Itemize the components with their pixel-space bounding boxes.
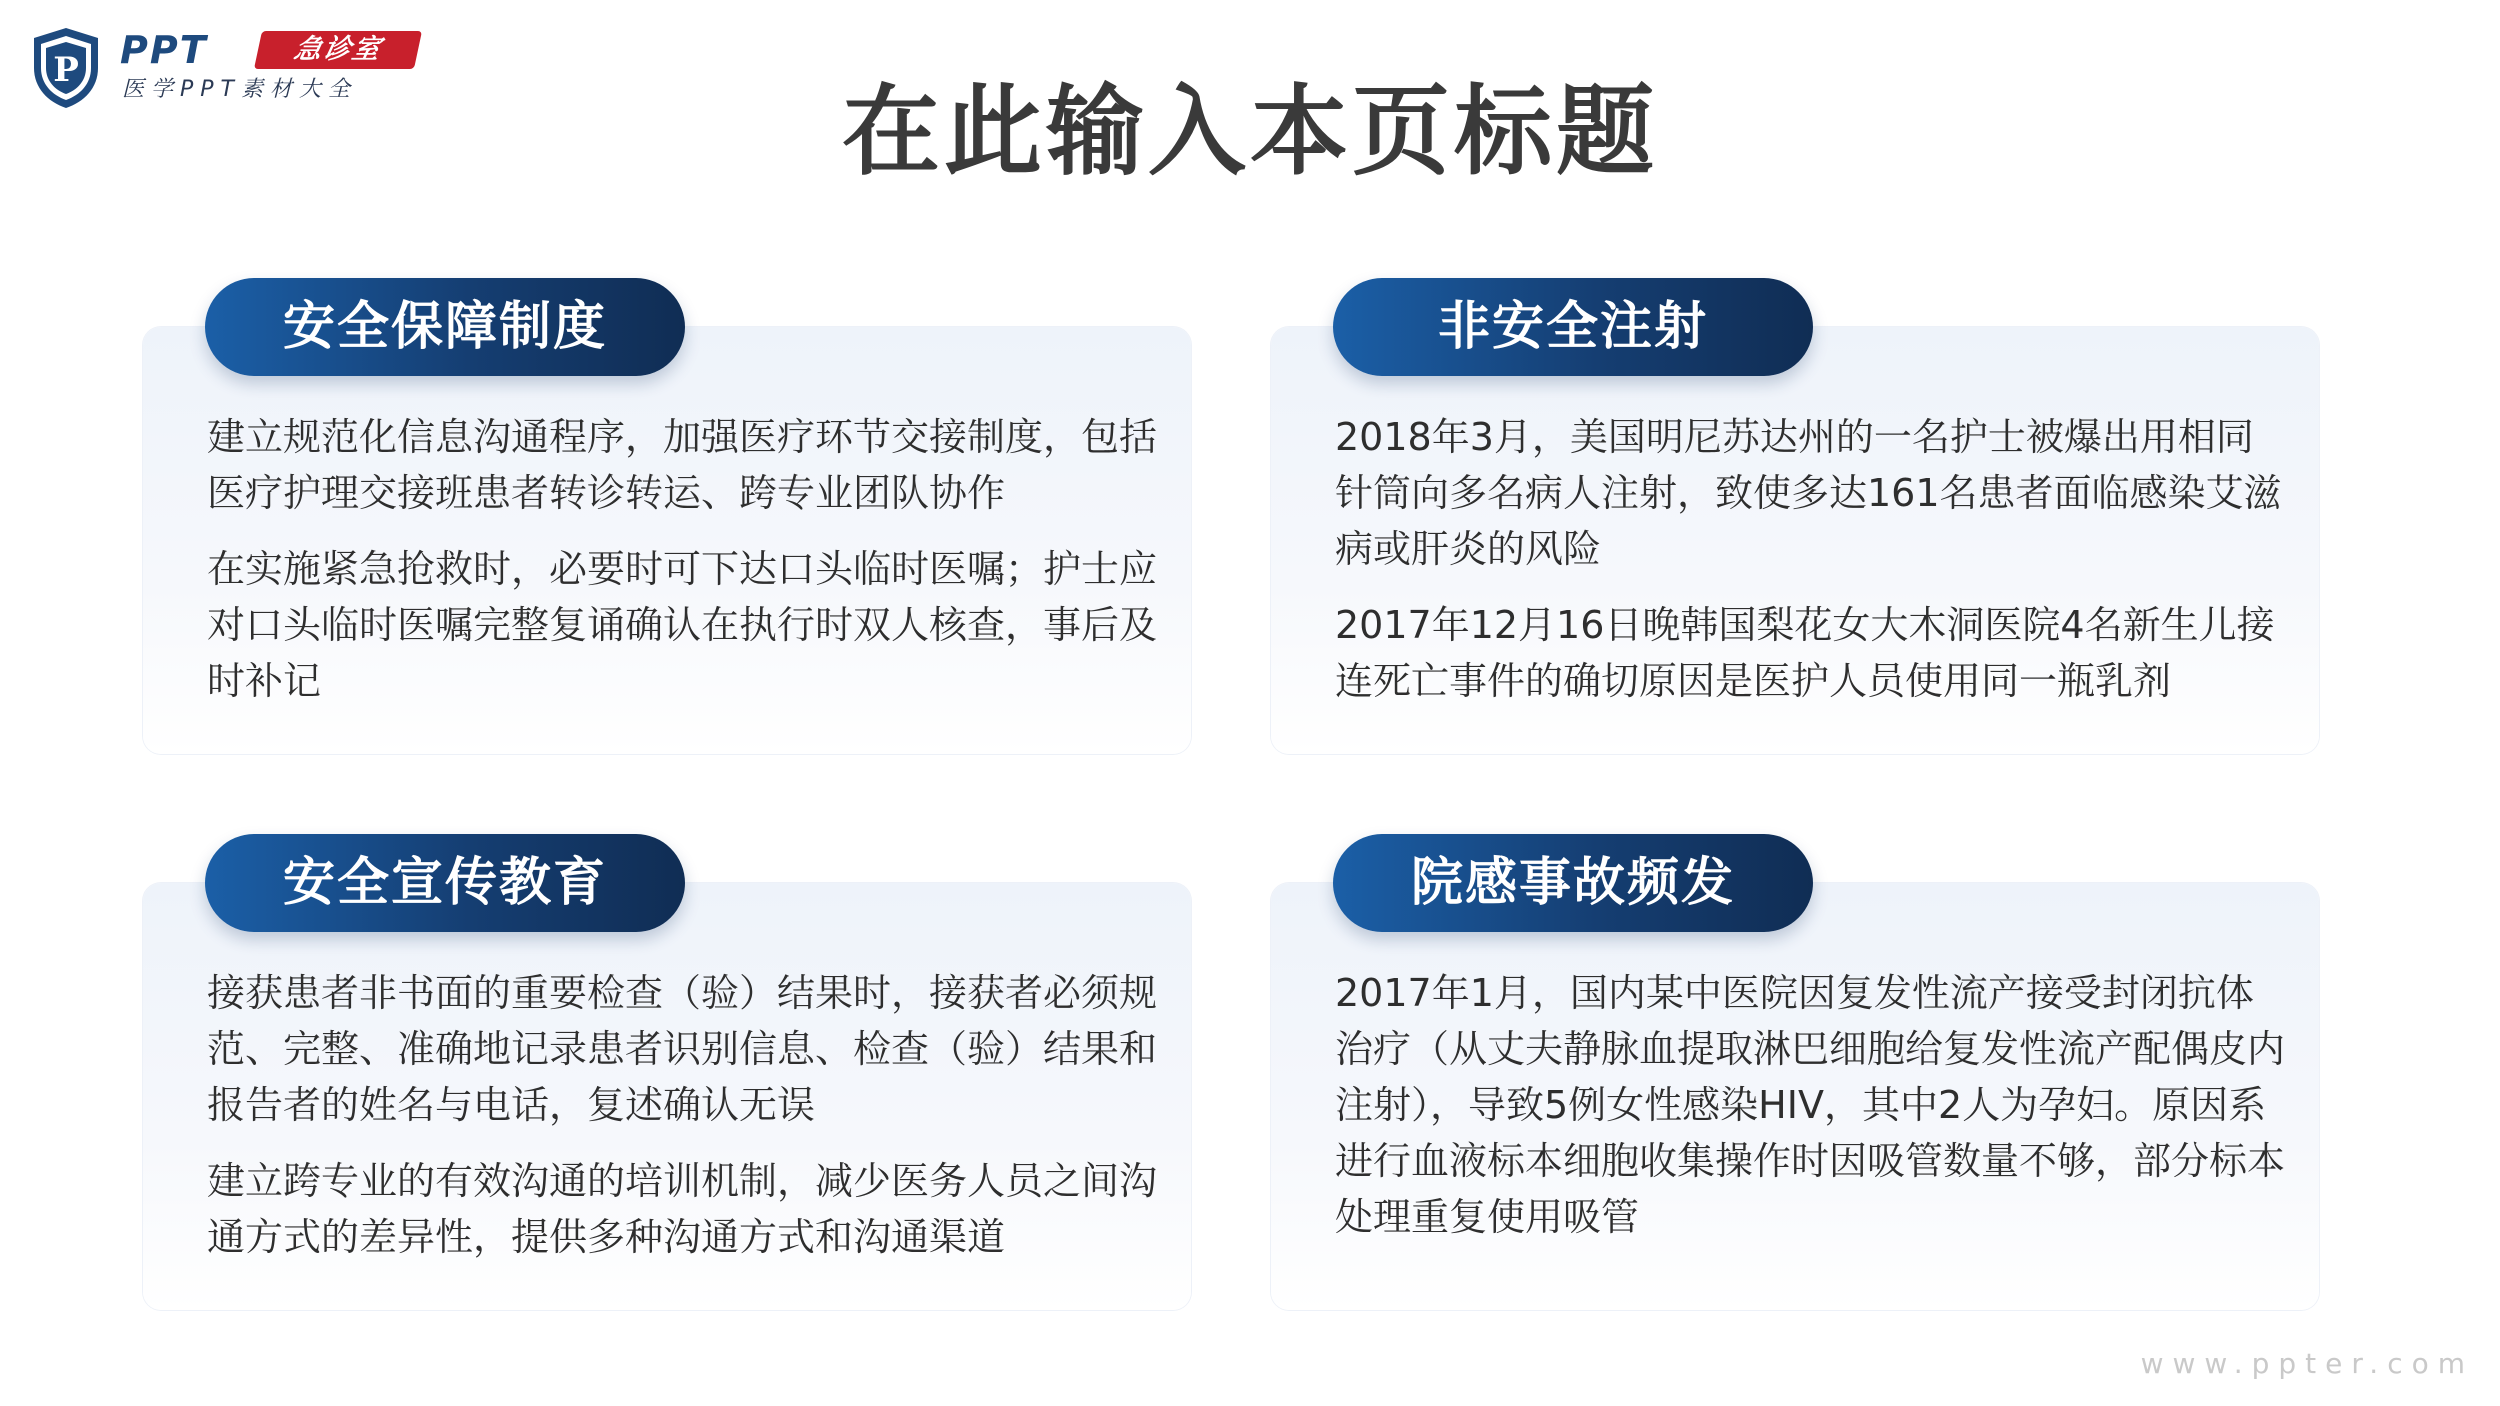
card-body xyxy=(207,965,1157,1285)
logo-badge: 急诊室 xyxy=(254,31,422,69)
logo-subtitle: 医学PPT素材大全 xyxy=(122,77,357,102)
card-heading: 安全保障制度 xyxy=(205,278,685,376)
card-paragraph: 接获患者非书面的重要检查（验）结果时，接获者必须规范、完整、准确地记录患者识别信息、检查（验）结果和报告者的姓名与电话，复述确认无误 xyxy=(207,971,1158,1127)
card-safety-system xyxy=(143,297,1191,754)
card-safety-education xyxy=(143,853,1191,1310)
card-paragraph: 2017年12月16日晚韩国梨花女大木洞医院4名新生儿接连死亡事件的确切原因是医护人员使用同一瓶乳剂 xyxy=(1335,603,2275,703)
card-heading: 院感事故频发 xyxy=(1333,834,1813,932)
watermark: www.ppter.com xyxy=(2140,1347,2474,1380)
card-body xyxy=(1335,965,2285,1265)
card-infection-incidents xyxy=(1271,853,2319,1310)
logo-brand: PPT xyxy=(120,28,208,72)
card-paragraph: 建立跨专业的有效沟通的培训机制，减少医务人员之间沟通方式的差异性，提供多种沟通方式和沟通渠道 xyxy=(207,1159,1158,1259)
card-paragraph: 建立规范化信息沟通程序，加强医疗环节交接制度，包括医疗护理交接班患者转诊转运、跨专业团队协作 xyxy=(207,415,1158,515)
card-body xyxy=(207,409,1157,729)
card-paragraph: 2017年1月，国内某中医院因复发性流产接受封闭抗体治疗（从丈夫静脉血提取淋巴细胞给复发性流产配偶皮内注射），导致5例女性感染HIV，其中2人为孕妇。原因系进行血液标本细胞收集操作时因吸管数量不够，部分标本处理重复使用吸管 xyxy=(1335,971,2286,1239)
card-heading: 非安全注射 xyxy=(1333,278,1813,376)
page-title: 在此输入本页标题 xyxy=(841,75,1658,189)
card-body xyxy=(1335,409,2285,729)
card-unsafe-injection xyxy=(1271,297,2319,754)
svg-text:P: P xyxy=(53,50,79,90)
card-paragraph: 在实施紧急抢救时，必要时可下达口头临时医嘱；护士应对口头临时医嘱完整复诵确认在执行时双人核查，事后及时补记 xyxy=(207,547,1158,703)
card-paragraph: 2018年3月，美国明尼苏达州的一名护士被爆出用相同针筒向多名病人注射，致使多达161名患者面临感染艾滋病或肝炎的风险 xyxy=(1335,415,2282,571)
card-heading: 安全宣传教育 xyxy=(205,834,685,932)
